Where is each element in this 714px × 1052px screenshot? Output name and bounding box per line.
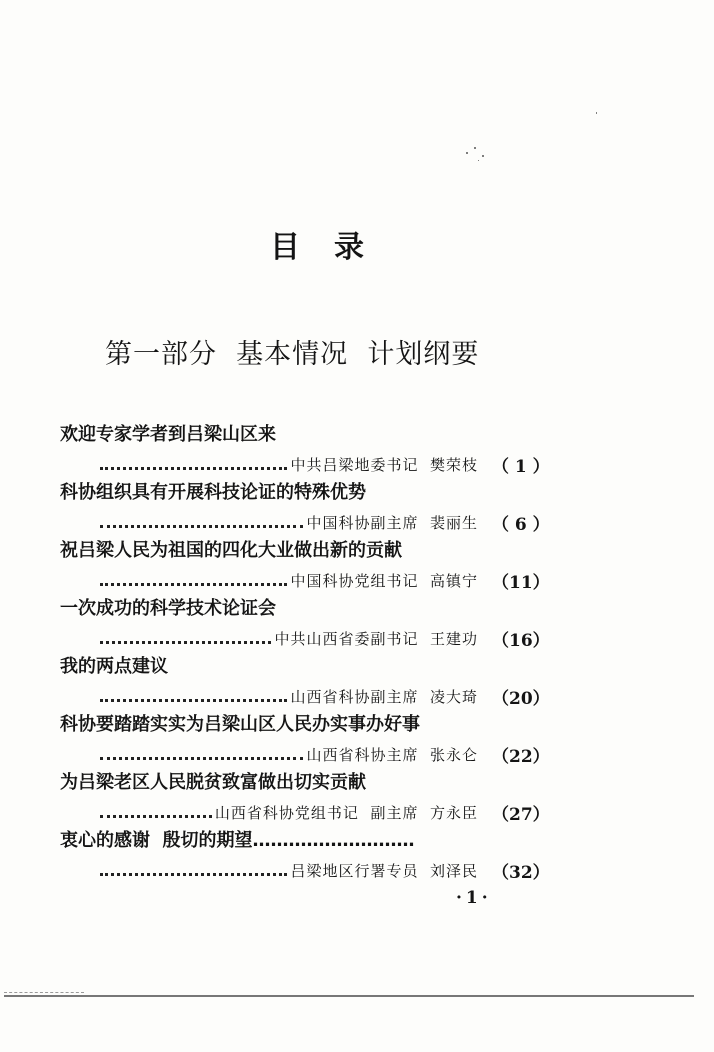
toc-entry[interactable] <box>60 420 560 478</box>
toc-entry[interactable] <box>60 710 560 768</box>
toc-entry[interactable] <box>60 536 560 594</box>
toc-entry-title: 科协组织具有开展科技论证的特殊优势 <box>60 482 366 503</box>
toc-entry-author: 山西省科协副主席 凌大琦 <box>290 688 478 706</box>
toc-entry-title: 衷心的感谢 殷切的期望……………………… <box>60 830 415 851</box>
toc-entry-page: （20） <box>492 689 550 709</box>
toc-entry-title: 科协要踏踏实实为吕梁山区人民办实事办好事 <box>60 714 420 735</box>
toc-entry-page: （ 1 ） <box>492 457 550 477</box>
toc-entry-line <box>100 743 478 765</box>
page-edge-shadow <box>4 992 84 993</box>
scan-speck <box>466 152 468 154</box>
toc-entry-title: 欢迎专家学者到吕梁山区来 <box>60 424 276 445</box>
toc-entry-author: 吕梁地区行署专员 刘泽民 <box>290 862 478 880</box>
toc-entry-author: 中国科协副主席 裴丽生 <box>306 514 478 532</box>
scan-speck <box>596 112 597 114</box>
toc-entry-author: 中共吕梁地委书记 樊荣枝 <box>290 456 478 474</box>
dot-leader <box>100 525 303 528</box>
dot-leader <box>100 699 287 702</box>
toc-entry[interactable] <box>60 478 560 536</box>
scan-speck <box>482 155 484 157</box>
toc-entry-page: （ 6 ） <box>492 515 550 535</box>
toc-entry-page: （32） <box>492 863 550 883</box>
table-of-contents <box>60 420 560 884</box>
toc-entry-page: （27） <box>492 805 550 825</box>
page-edge-rule <box>4 995 694 997</box>
toc-entry-author: 中国科协党组书记 高镇宁 <box>290 572 478 590</box>
toc-entry-title: 祝吕梁人民为祖国的四化大业做出新的贡献 <box>60 540 402 561</box>
toc-entry-line <box>100 511 478 533</box>
toc-entry-line <box>100 627 478 649</box>
dot-leader <box>100 815 212 818</box>
toc-entry-title: 我的两点建议 <box>60 656 168 677</box>
toc-entry-line <box>100 569 478 591</box>
toc-entry-page: （16） <box>492 631 550 651</box>
toc-entry-page: （22） <box>492 747 550 767</box>
toc-entry-title: 为吕梁老区人民脱贫致富做出切实贡献 <box>60 772 366 793</box>
dot-leader <box>100 641 271 644</box>
scan-speck <box>478 160 479 161</box>
page-number: ·1· <box>456 888 492 908</box>
toc-entry-author: 山西省科协党组书记 副主席 方永臣 <box>214 804 478 822</box>
toc-entry-author: 山西省科协主席 张永仑 <box>306 746 478 764</box>
section-heading: 第一部分 基本情况 计划纲要 <box>105 339 480 370</box>
toc-entry-line <box>100 801 478 823</box>
dot-leader <box>100 757 303 760</box>
toc-entry[interactable] <box>60 826 560 884</box>
dot-leader <box>100 467 287 470</box>
dot-leader <box>100 873 287 876</box>
toc-entry[interactable] <box>60 594 560 652</box>
toc-entry[interactable] <box>60 652 560 710</box>
toc-entry-line <box>100 859 478 881</box>
toc-entry-page: （11） <box>492 573 550 593</box>
scan-speck <box>474 147 476 149</box>
toc-entry-author: 中共山西省委副书记 王建功 <box>274 630 478 648</box>
dot-leader <box>100 583 287 586</box>
toc-entry-line <box>100 685 478 707</box>
toc-entry-line <box>100 453 478 475</box>
toc-entry-title: 一次成功的科学技术论证会 <box>60 598 276 619</box>
page-title: 目录 <box>270 230 398 265</box>
toc-entry[interactable] <box>60 768 560 826</box>
